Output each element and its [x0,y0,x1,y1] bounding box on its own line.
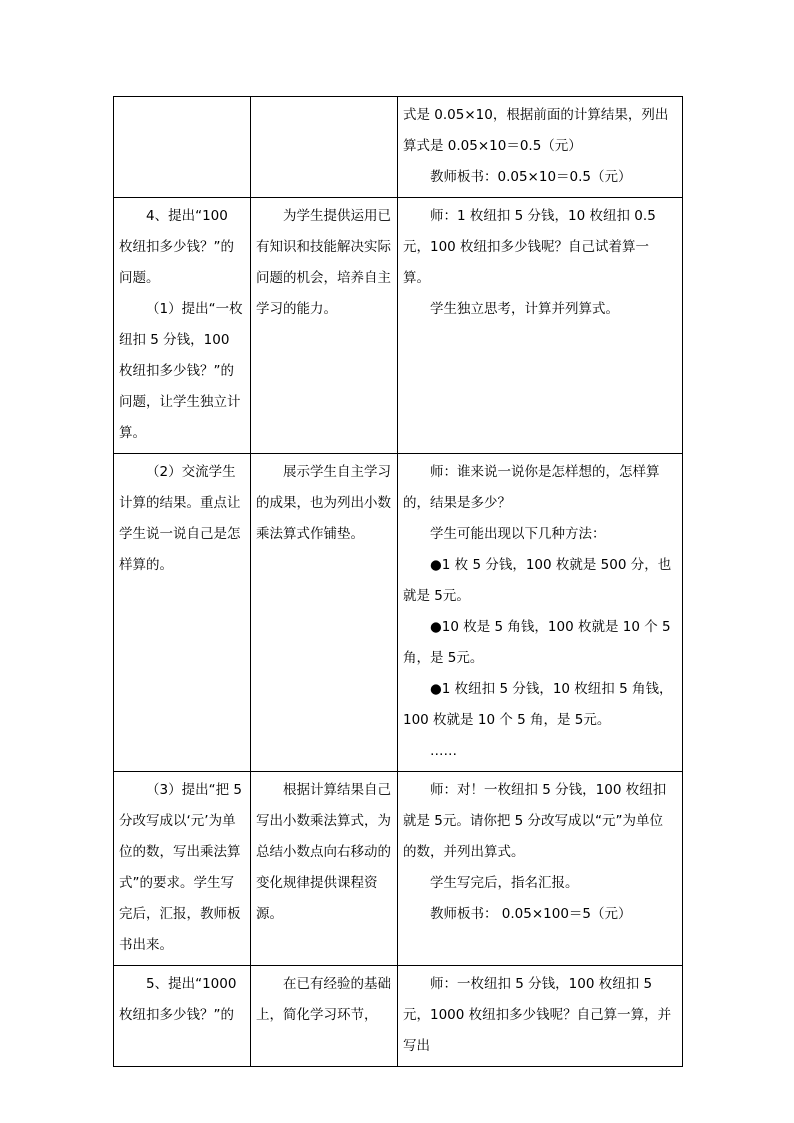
cell-paragraph: 学生写完后，指名汇报。 [430,875,579,891]
table-row [114,198,683,454]
process-cell [114,966,251,1067]
cell-paragraph: 师：谁来说一说你是怎样想的，怎样算的，结果是多少？ [403,464,660,511]
intent-cell [251,97,398,198]
table-body [114,97,683,1067]
table-row [114,97,683,198]
process-cell [114,454,251,772]
lesson-plan-table [113,96,683,1067]
cell-paragraph: 在已有经验的基础上，简化学习环节， [256,976,391,1023]
cell-paragraph: 教师板书： 0.05×100＝5（元） [430,906,632,922]
table-row [114,966,683,1067]
activity-cell [398,966,683,1067]
cell-paragraph: 为学生提供运用已有知识和技能解决实际问题的机会，培养自主学习的能力。 [256,208,391,317]
table-row [114,772,683,966]
cell-paragraph: 展示学生自主学习的成果，也为列出小数乘法算式作铺垫。 [256,464,391,542]
cell-paragraph: （3）提出“把 5 分改写成以‘元’为单位的数，写出乘法算式”的要求。学生写完后，汇报，教师板书出来。 [119,782,242,953]
cell-paragraph: 教师板书：0.05×10＝0.5（元） [430,169,632,185]
intent-cell [251,198,398,454]
cell-paragraph: 式是 0.05×10，根据前面的计算结果，列出算式是 0.05×10＝0.5（元） [403,107,669,154]
activity-cell [398,97,683,198]
cell-paragraph: ●1 枚 5 分钱，100 枚就是 500 分，也就是 5元。 [403,557,672,604]
cell-paragraph: 5、提出“1000 枚纽扣多少钱？”的 [119,976,237,1023]
intent-cell [251,772,398,966]
process-cell [114,772,251,966]
cell-paragraph: （2）交流学生计算的结果。重点让学生说一说自己是怎样算的。 [119,464,241,573]
cell-paragraph: 师：一枚纽扣 5 分钱，100 枚纽扣 5 元，1000 枚纽扣多少钱呢？自己算一算，并写出 [403,976,672,1054]
cell-paragraph: ●1 枚纽扣 5 分钱，10 枚纽扣 5 角钱，100 枚就是 10 个 5 角，是 5元。 [403,681,673,728]
activity-cell [398,772,683,966]
process-cell [114,198,251,454]
cell-paragraph: 根据计算结果自己写出小数乘法算式，为总结小数点向右移动的变化规律提供课程资源。 [256,782,391,922]
cell-paragraph: …… [430,743,457,759]
cell-paragraph: ●10 枚是 5 角钱，100 枚就是 10 个 5 角，是 5元。 [403,619,671,666]
intent-cell [251,454,398,772]
cell-paragraph: 学生可能出现以下几种方法： [430,526,606,542]
cell-paragraph: （1）提出“一枚纽扣 5 分钱，100 枚纽扣多少钱？”的问题，让学生独立计算。 [119,301,243,441]
activity-cell [398,454,683,772]
cell-paragraph: 师：1 枚纽扣 5 分钱，10 枚纽扣 0.5 元，100 枚纽扣多少钱呢？自己试着算一算。 [403,208,656,286]
intent-cell [251,966,398,1067]
process-cell [114,97,251,198]
cell-paragraph: 师：对！一枚纽扣 5 分钱，100 枚纽扣就是 5元。请你把 5 分改写成以“元”为单位的数，并列出算式。 [403,782,667,860]
cell-paragraph: 4、提出“100 枚纽扣多少钱？”的问题。 [119,208,234,286]
table-row [114,454,683,772]
cell-paragraph: 学生独立思考，计算并列算式。 [430,301,619,317]
activity-cell [398,198,683,454]
